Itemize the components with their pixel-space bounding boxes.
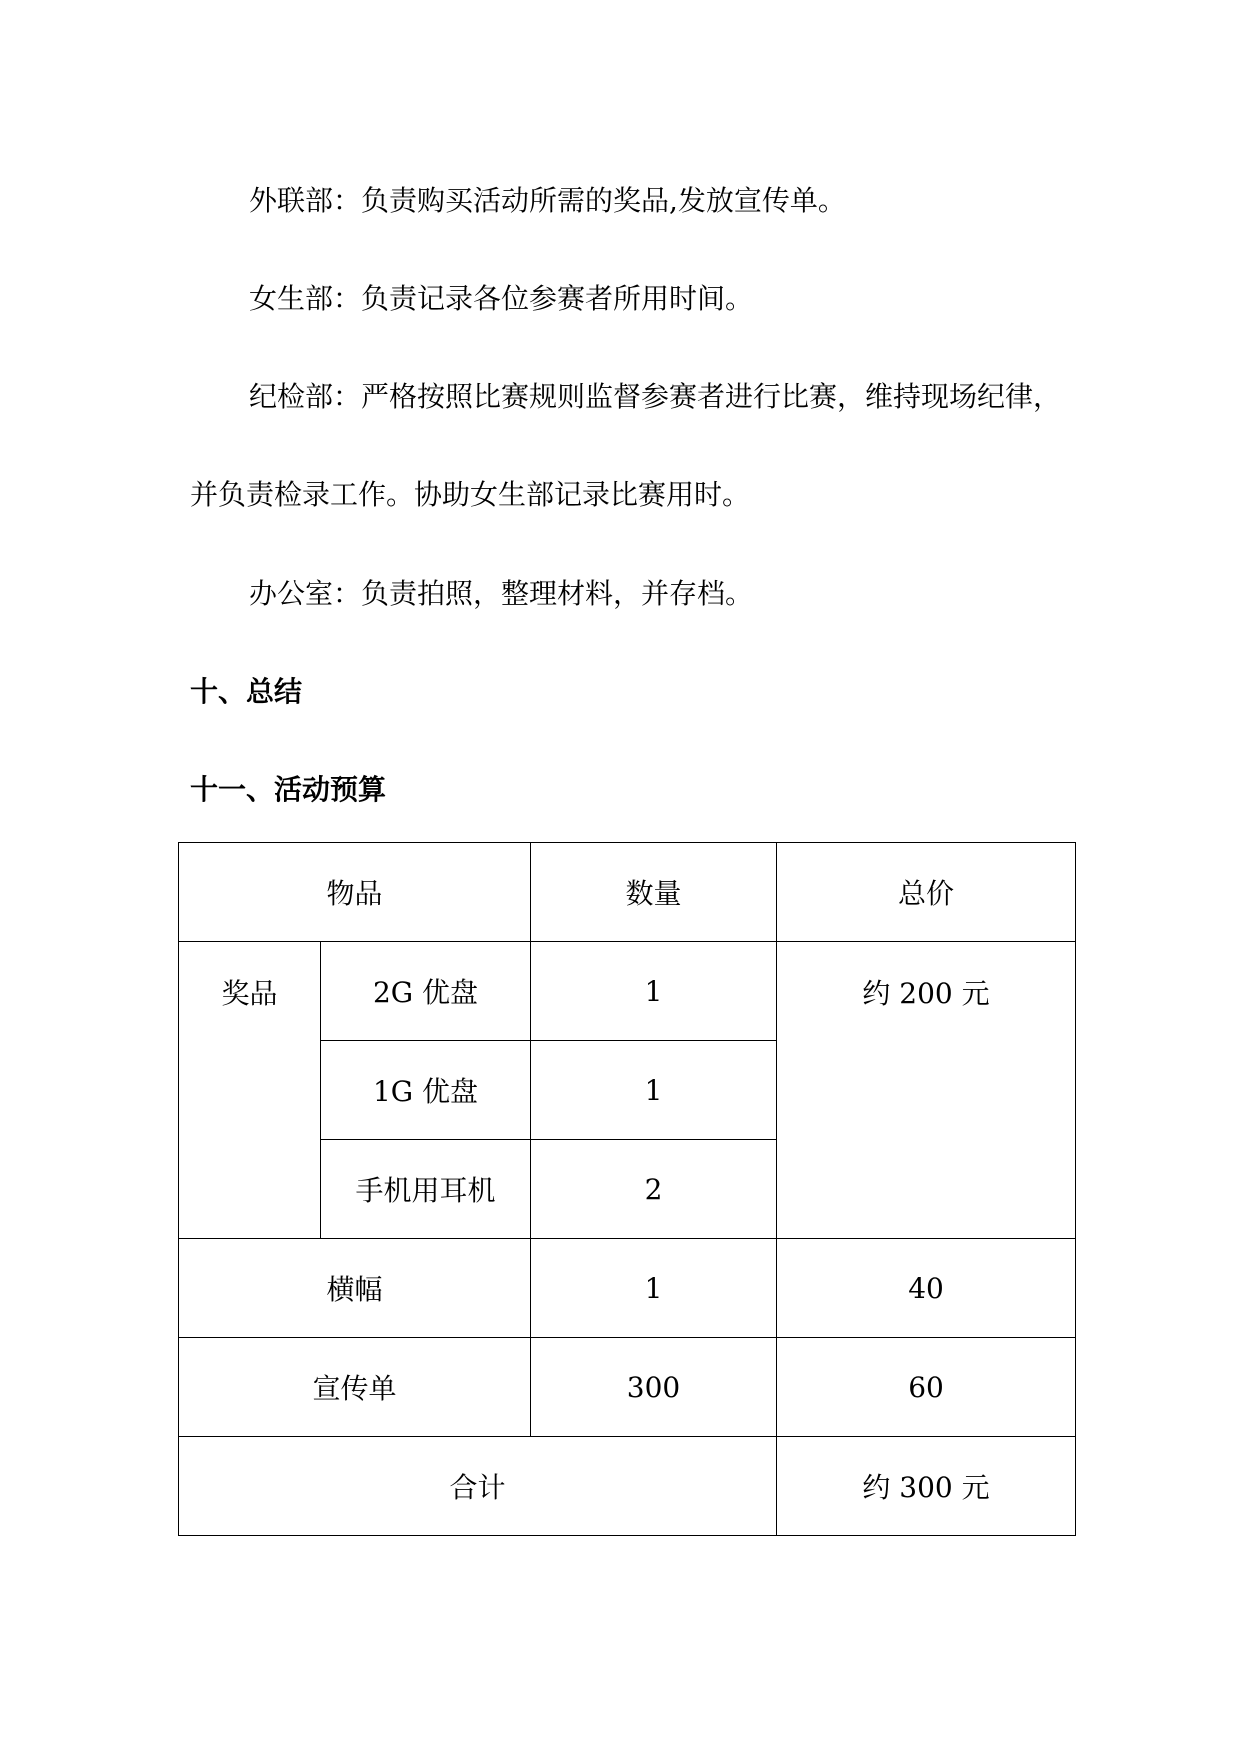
sum-label: 合计 <box>179 1437 777 1536</box>
paragraph-waillianbu: 外联部：负责购买活动所需的奖品,发放宣传单。 <box>249 184 846 217</box>
item-quantity: 1 <box>531 942 777 1041</box>
item-total: 60 <box>777 1338 1076 1437</box>
item-name: 横幅 <box>179 1239 531 1338</box>
section-heading-summary: 十、总结 <box>190 675 303 708</box>
paragraph-jijianbu-line1: 纪检部：严格按照比赛规则监督参赛者进行比赛，维持现场纪律， <box>249 380 1062 413</box>
table-sum-row <box>179 1437 1076 1536</box>
table-row <box>179 1338 1076 1437</box>
table-row <box>179 1239 1076 1338</box>
item-total: 40 <box>777 1239 1076 1338</box>
item-name: 2G 优盘 <box>321 942 531 1041</box>
paragraph-bangongshi: 办公室：负责拍照，整理材料，并存档。 <box>249 577 754 610</box>
header-quantity: 数量 <box>531 843 777 942</box>
budget-table <box>178 842 1076 1536</box>
header-item: 物品 <box>179 843 531 942</box>
table-row <box>179 942 1076 1041</box>
section-heading-budget: 十一、活动预算 <box>190 773 387 806</box>
sum-total: 约 300 元 <box>777 1437 1076 1536</box>
item-quantity: 1 <box>531 1041 777 1140</box>
header-total: 总价 <box>777 843 1076 942</box>
item-quantity: 1 <box>531 1239 777 1338</box>
item-name: 1G 优盘 <box>321 1041 531 1140</box>
paragraph-jijianbu-line2: 并负责检录工作。协助女生部记录比赛用时。 <box>190 478 751 511</box>
prize-group-total: 约 200 元 <box>777 942 1076 1239</box>
paragraph-nvshengbu: 女生部：负责记录各位参赛者所用时间。 <box>249 282 754 315</box>
item-quantity: 2 <box>531 1140 777 1239</box>
item-quantity: 300 <box>531 1338 777 1437</box>
item-name: 手机用耳机 <box>321 1140 531 1239</box>
table-header-row <box>179 843 1076 942</box>
item-name: 宣传单 <box>179 1338 531 1437</box>
prize-group-label: 奖品 <box>179 942 321 1239</box>
